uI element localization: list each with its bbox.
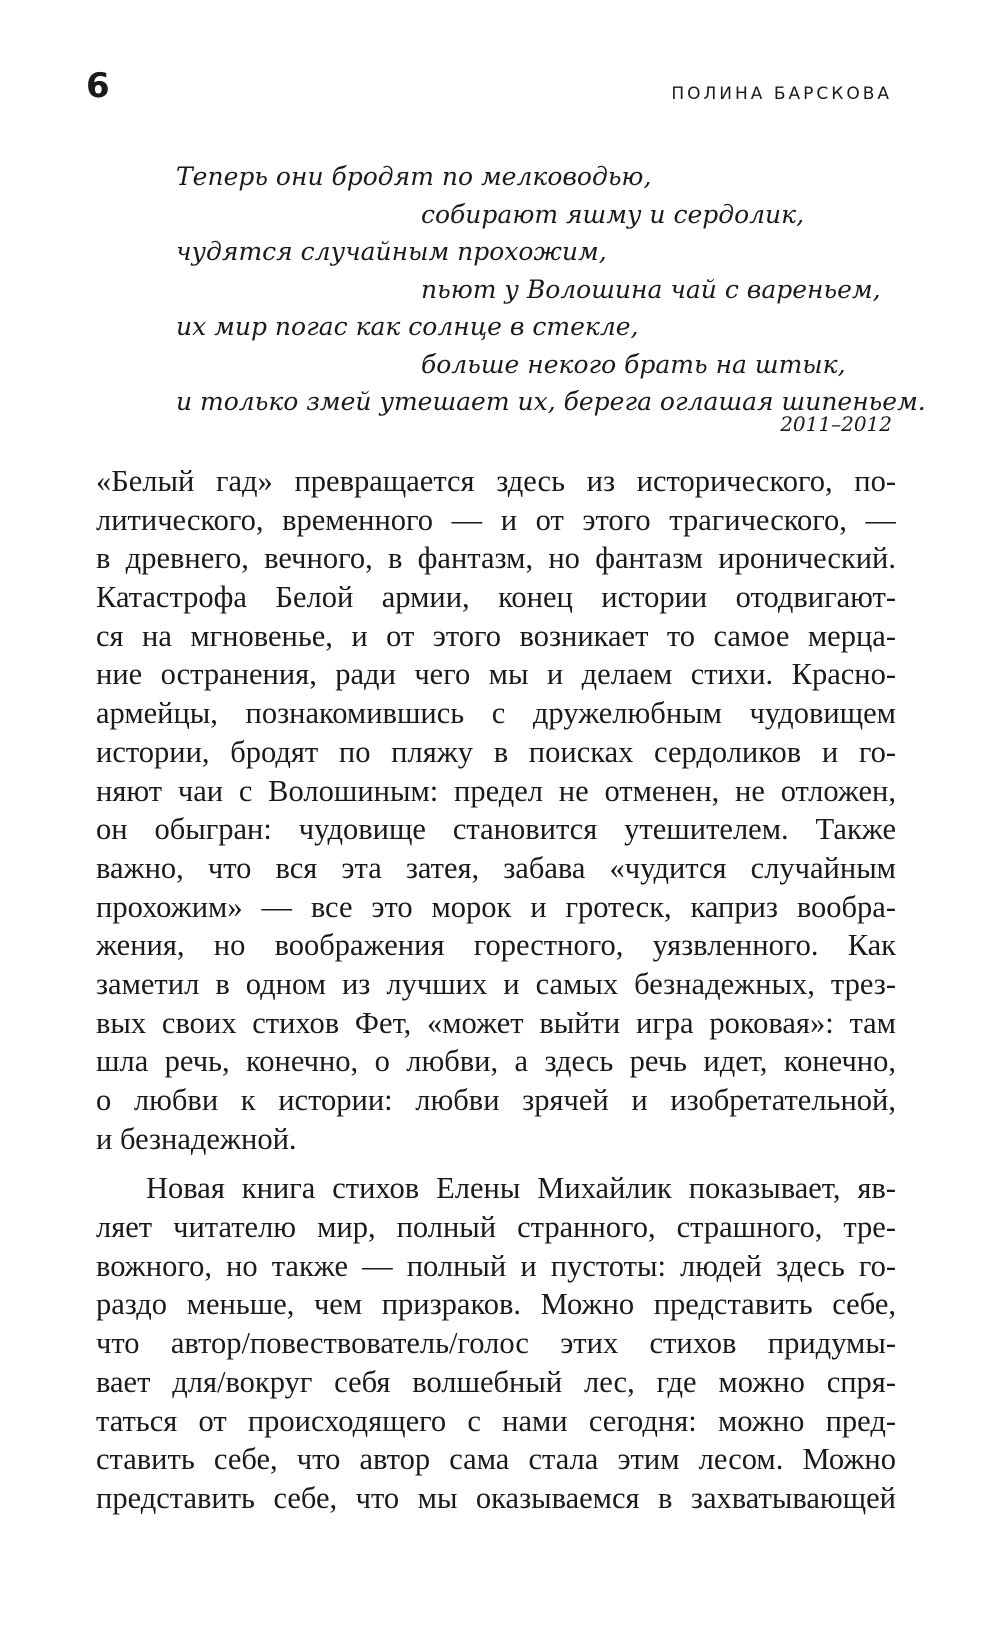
text-line: жения, но воображения горестного, уязвленного. Как [96, 928, 896, 963]
text-line: шла речь, конечно, о любви, а здесь речь идет, конечно, [96, 1044, 896, 1079]
text-line: ние остранения, ради чего мы и делаем стихи. Красно- [96, 657, 896, 692]
poem-line: больше некого брать на штык, [421, 349, 846, 379]
text-line: вожного, но также — полный и пустоты: людей здесь го- [96, 1248, 896, 1283]
text-line: вает для/вокруг себя волшебный лес, где можно спря- [96, 1364, 896, 1399]
text-line: ляет читателю мир, полный странного, страшного, тре- [96, 1210, 896, 1245]
paragraph-gap [96, 1158, 896, 1169]
text-line: армейцы, познакомившись с дружелюбным чудовищем [96, 696, 896, 731]
text-line: таться от происходящего с нами сегодня: можно пред- [96, 1403, 896, 1438]
text-line: он обыгран: чудовище становится утешителем. Также [96, 812, 896, 847]
poem-line: чудятся случайным прохожим, [176, 237, 607, 266]
text-line: раздо меньше, чем призраков. Можно представить себе, [96, 1287, 896, 1322]
poem [176, 158, 926, 421]
text-line: в древнего, вечного, в фантазм, но фантазм иронический. [96, 541, 896, 576]
text-line: ставить себе, что автор сама стала этим лесом. Можно [96, 1442, 896, 1477]
text-line: Катастрофа Белой армии, конец истории отодвигают- [96, 580, 896, 615]
text-line: важно, что вся эта затея, забава «чудится случайным [96, 850, 896, 885]
text-line: что автор/повествователь/голос этих стихов придумы- [96, 1326, 896, 1361]
poem-date: 2011–2012 [780, 412, 892, 436]
text-line: Новая книга стихов Елены Михайлик показывает, яв- [146, 1171, 896, 1206]
text-line: заметил в одном из лучших и самых безнадежных, трез- [96, 966, 896, 1001]
poem-line: и только змей утешает их, берега оглашая шипеньем. [176, 387, 926, 416]
text-line: о любви к истории: любви зрячей и изобретательной, [96, 1083, 896, 1117]
text-line: няют чаи с Волошиным: предел не отменен, не отложен, [96, 773, 896, 808]
body-text [96, 462, 896, 1518]
text-line: «Белый гад» превращается здесь из исторического, по- [96, 464, 896, 498]
poem-line: пьют у Волошина чай с вареньем, [421, 274, 881, 304]
paragraph-2 [96, 1169, 896, 1517]
text-line: представить себе, что мы оказываемся в захватывающей [96, 1480, 896, 1515]
text-line: и безнадежной. [96, 1121, 297, 1156]
text-line: ся на мгновенье, и от этого возникает то самое мерца- [96, 618, 896, 653]
poem-line: Теперь они бродят по мелководью, [176, 162, 652, 191]
poem-line: собирают яшму и сердолик, [421, 199, 805, 229]
text-line: вых своих стихов Фет, «может выйти игра роковая»: там [96, 1005, 896, 1040]
paragraph-1 [96, 462, 896, 1158]
page-number: 6 [86, 66, 110, 106]
running-head: ПОЛИНА БАРСКОВА [671, 84, 892, 104]
text-line: истории, бродят по пляжу в поисках сердоликов и го- [96, 734, 896, 769]
poem-line: их мир погас как солнце в стекле, [176, 312, 639, 341]
text-line: литического, временного — и от этого трагического, — [96, 502, 896, 537]
text-line: прохожим» — все это морок и гротеск, каприз вообра- [96, 889, 896, 924]
